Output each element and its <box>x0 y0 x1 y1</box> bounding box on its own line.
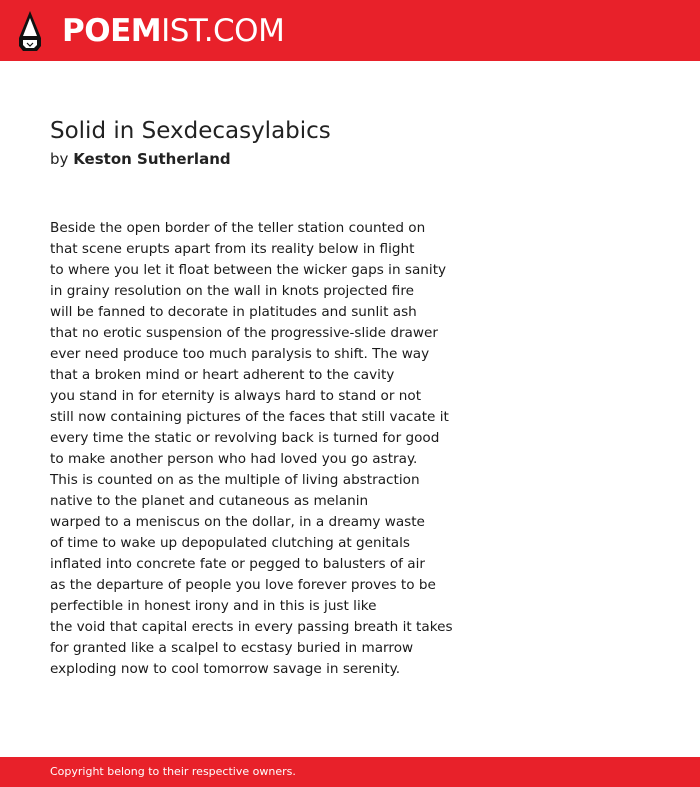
poem-line: inflated into concrete fate or pegged to balusters of air <box>50 556 425 572</box>
poem-line: Beside the open border of the teller station counted on <box>50 220 426 236</box>
site-logo[interactable] <box>62 13 284 49</box>
poem-line: in grainy resolution on the wall in knots projected fire <box>50 283 414 299</box>
site-header <box>0 0 700 61</box>
pencil-logo-icon[interactable] <box>17 10 43 52</box>
poem-line: every time the static or revolving back is turned for good <box>50 430 440 446</box>
poem-line: the void that capital erects in every passing breath it takes <box>50 619 453 635</box>
poem-line: to where you let it float between the wicker gaps in sanity <box>50 262 447 278</box>
poem-line: as the departure of people you love forever proves to be <box>50 577 436 593</box>
poem-title: Solid in Sexdecasylabics <box>50 118 331 144</box>
poem-line: for granted like a scalpel to ecstasy buried in marrow <box>50 640 414 656</box>
poem-line: native to the planet and cutaneous as melanin <box>50 493 369 509</box>
logo-bold-text: POEM <box>62 13 162 49</box>
poem-line: that a broken mind or heart adherent to the cavity <box>50 367 395 383</box>
site-footer <box>0 757 700 787</box>
poem-line: perfectible in honest irony and in this is just like <box>50 598 377 614</box>
poem-line: you stand in for eternity is always hard to stand or not <box>50 388 422 404</box>
byline <box>50 148 231 170</box>
poem-line: This is counted on as the multiple of living abstraction <box>50 472 420 488</box>
poem-line: will be fanned to decorate in platitudes and sunlit ash <box>50 304 417 320</box>
poem-line: still now containing pictures of the faces that still vacate it <box>50 409 449 425</box>
poem-line: that no erotic suspension of the progressive-slide drawer <box>50 325 438 341</box>
poem-line: to make another person who had loved you go astray. <box>50 451 418 467</box>
poem-line: ever need produce too much paralysis to shift. The way <box>50 346 430 362</box>
by-label: by <box>50 150 69 168</box>
author-name: Keston Sutherland <box>73 150 231 168</box>
poem-body <box>50 218 453 680</box>
poem-line: that scene erupts apart from its reality below in flight <box>50 241 415 257</box>
logo-light-text: IST.COM <box>161 13 285 49</box>
poem-line: exploding now to cool tomorrow savage in serenity. <box>50 661 401 677</box>
poem-line: warped to a meniscus on the dollar, in a dreamy waste <box>50 514 425 530</box>
copyright-notice: Copyright belong to their respective owners. <box>50 765 296 778</box>
poem-line: of time to wake up depopulated clutching at genitals <box>50 535 410 551</box>
